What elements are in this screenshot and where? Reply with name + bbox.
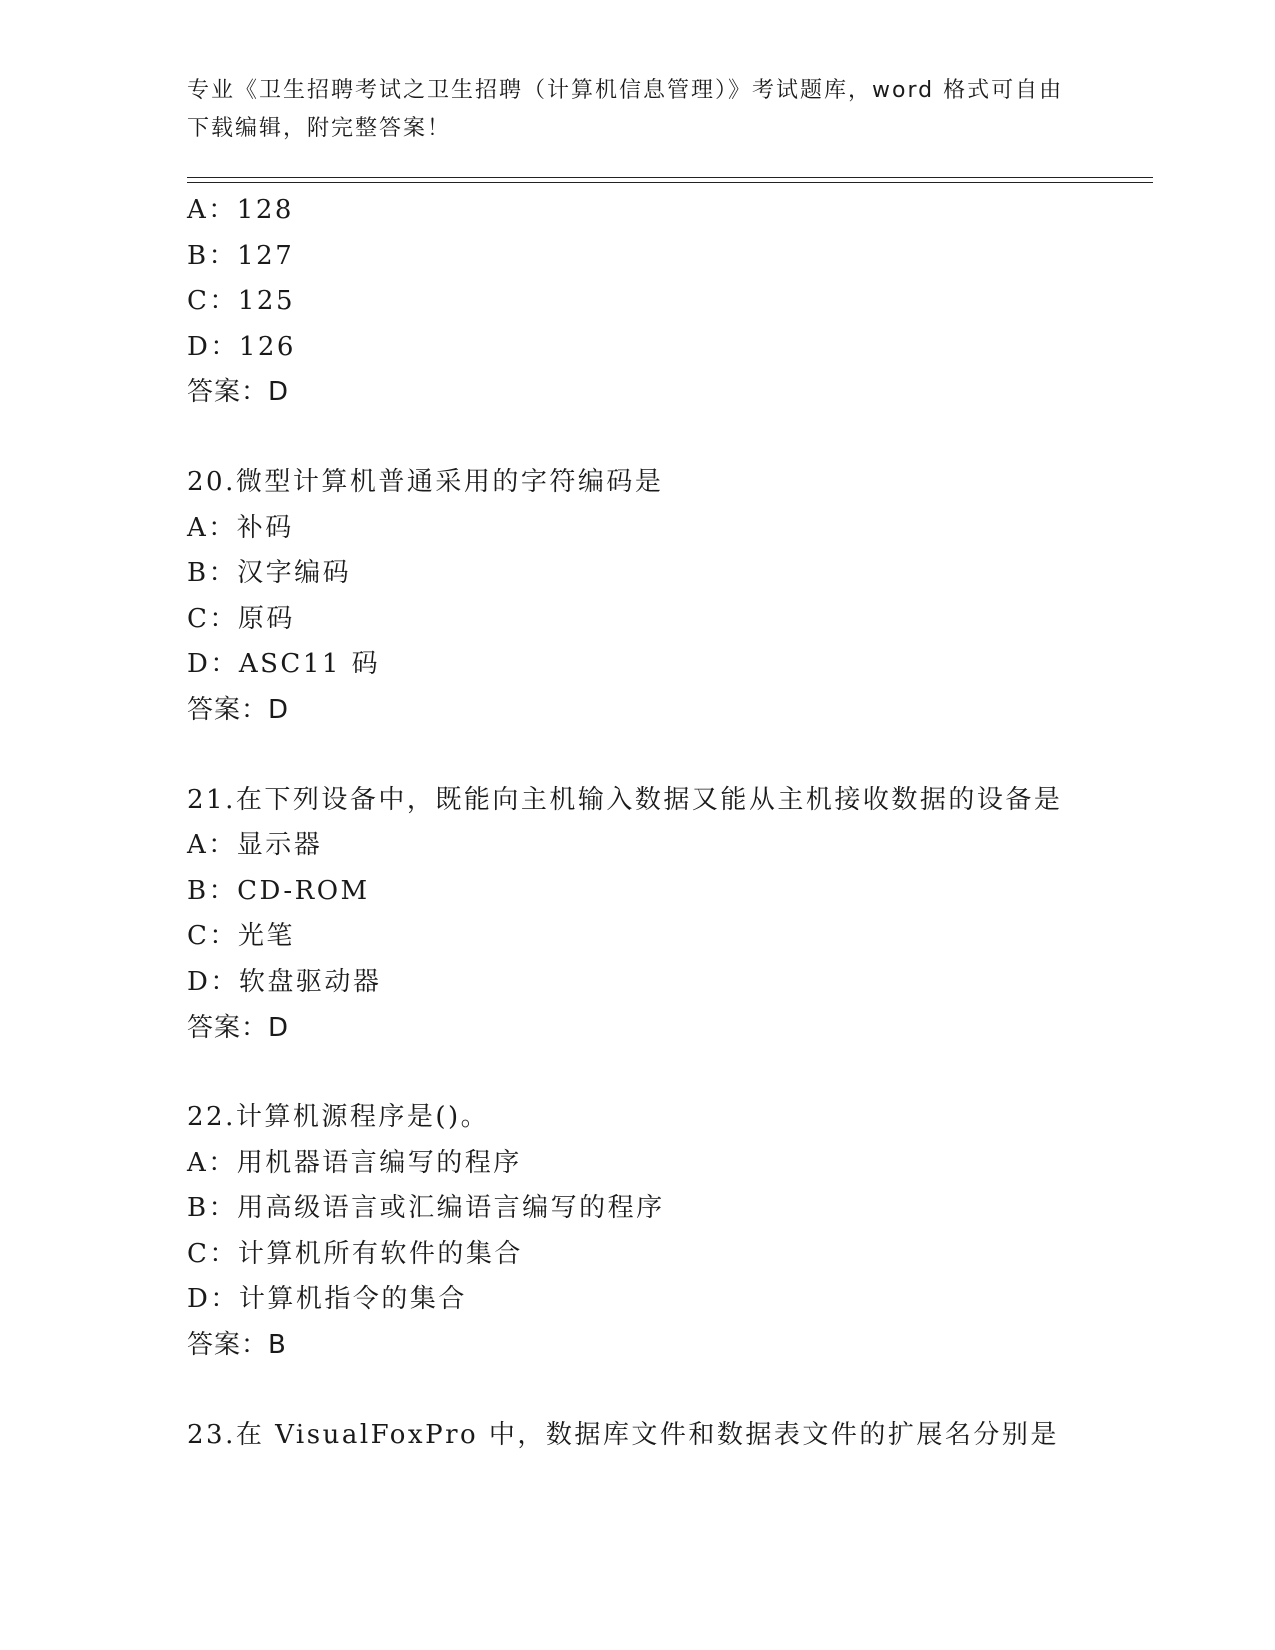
option-c: C：计算机所有软件的集合	[187, 1238, 523, 1269]
option-a: A：128	[187, 195, 294, 225]
question-block	[187, 1095, 1167, 1369]
question-gap	[187, 1369, 1167, 1413]
answer-line: 答案：D	[187, 377, 290, 408]
question-gap	[187, 734, 1167, 778]
answer-line: 答案：B	[187, 1330, 287, 1361]
option-d: D：ASC11 码	[187, 649, 381, 680]
option-a: A：显示器	[187, 830, 323, 861]
question-block	[187, 778, 1167, 1052]
option-d: D：126	[187, 331, 296, 362]
question-stem: 20.微型计算机普通采用的字符编码是	[187, 466, 664, 497]
option-c: C：光笔	[187, 921, 295, 952]
answer-line: 答案：D	[187, 694, 290, 725]
option-c: C：125	[187, 286, 296, 317]
header-rule-top	[187, 177, 1153, 178]
question-block	[187, 460, 1167, 734]
answer-line: 答案：D	[187, 1012, 290, 1043]
option-a: A：补码	[187, 512, 294, 543]
question-block	[187, 188, 1167, 416]
option-a: A：用机器语言编写的程序	[187, 1147, 522, 1178]
question-list	[187, 188, 1167, 1458]
header-rule-bottom	[187, 182, 1153, 183]
question-stem: 23.在 VisualFoxPro 中，数据库文件和数据表文件的扩展名分别是	[187, 1419, 1059, 1450]
question-stem: 21.在下列设备中，既能向主机输入数据又能从主机接收数据的设备是	[187, 784, 1063, 815]
question-gap	[187, 416, 1167, 460]
option-b: B：汉字编码	[187, 558, 352, 589]
question-block	[187, 1413, 1167, 1459]
option-d: D：软盘驱动器	[187, 966, 382, 997]
option-b: B：127	[187, 240, 295, 271]
option-c: C：原码	[187, 603, 295, 634]
question-stem: 22.计算机源程序是()。	[187, 1102, 490, 1133]
option-b: B：用高级语言或汇编语言编写的程序	[187, 1193, 665, 1224]
option-b: B：CD-ROM	[187, 875, 370, 906]
option-d: D：计算机指令的集合	[187, 1284, 467, 1315]
document-header: 专业《卫生招聘考试之卫生招聘（计算机信息管理）》考试题库，word 格式可自由下载编辑，附完整答案！	[187, 78, 1064, 141]
question-gap	[187, 1051, 1167, 1095]
